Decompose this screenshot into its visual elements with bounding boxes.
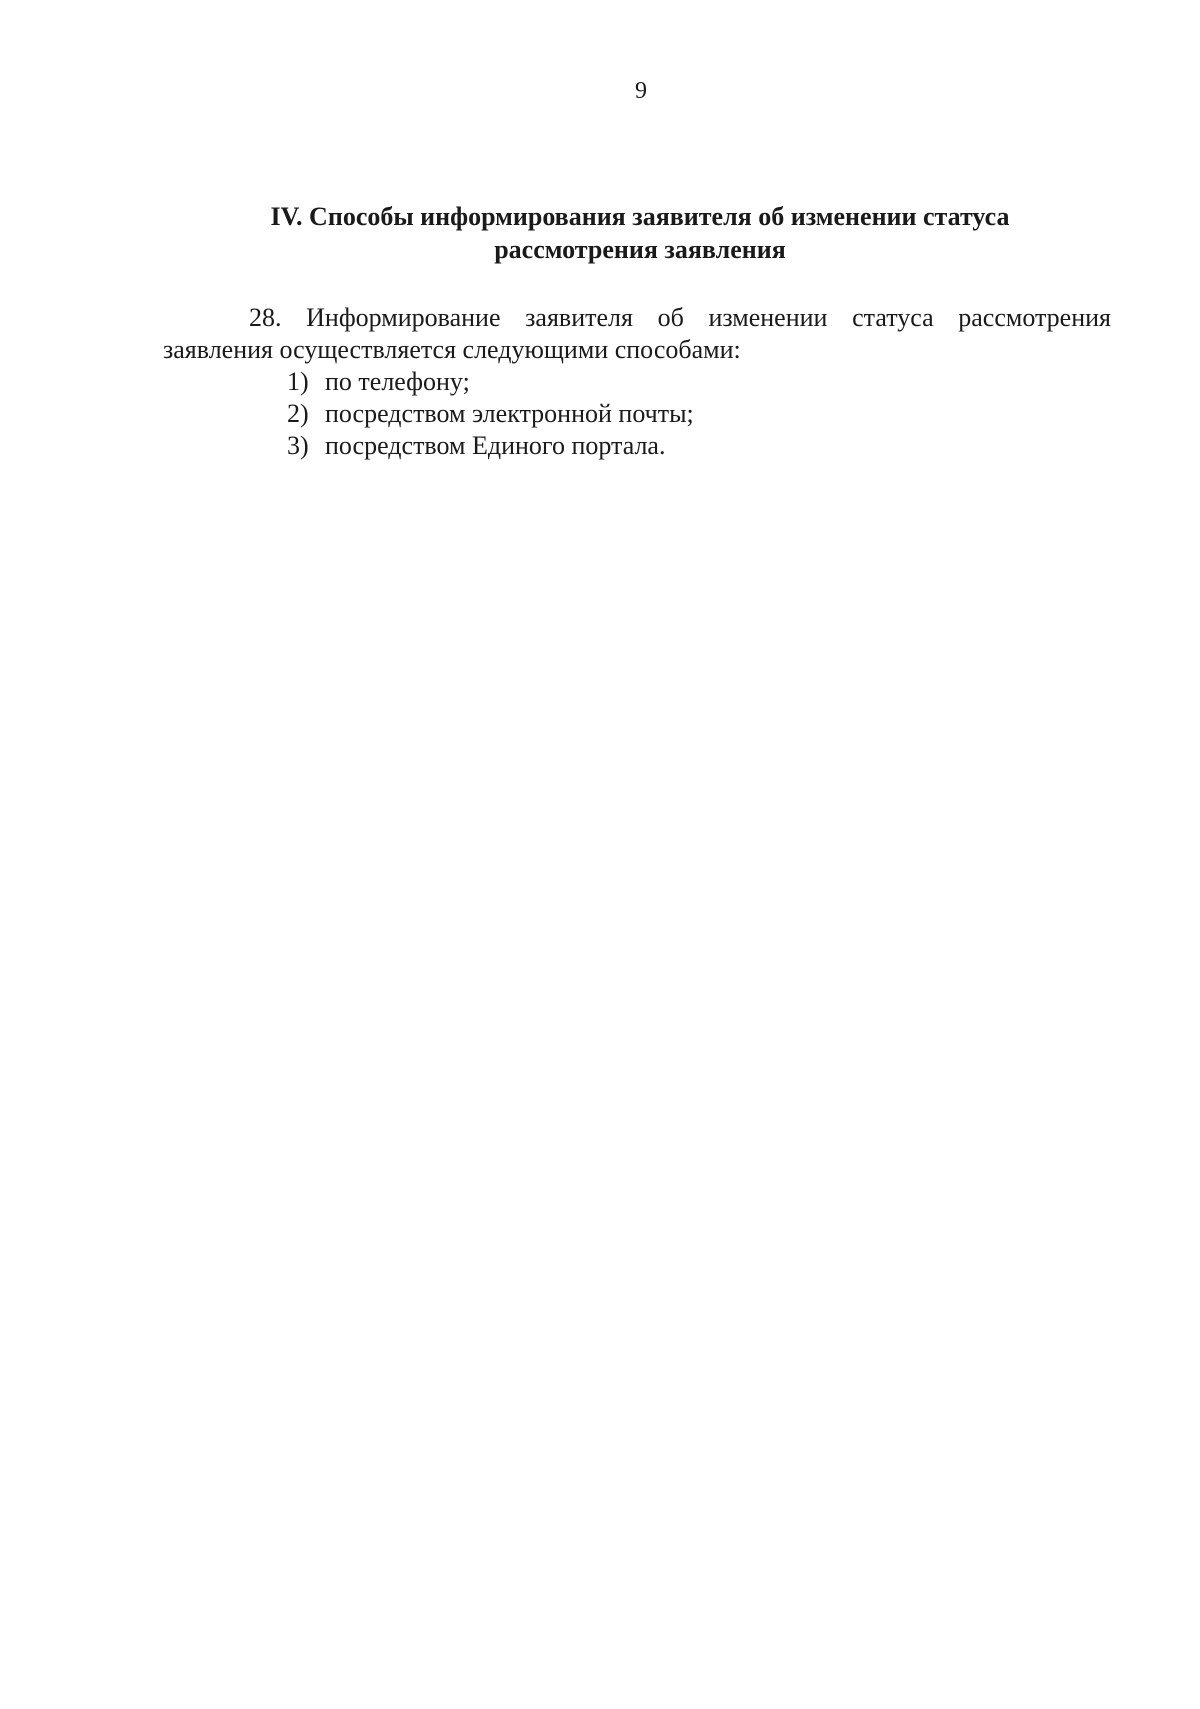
section-heading-line-1: IV. Способы информирования заявителя об изменении статуса	[270, 202, 1010, 231]
list-item-marker: 1)	[287, 367, 309, 396]
list-item-text: посредством Единого портала.	[325, 431, 666, 460]
list-item-marker: 3)	[287, 431, 309, 460]
list-item	[287, 430, 694, 462]
methods-list	[287, 366, 694, 462]
list-item-text: посредством электронной почты;	[325, 399, 694, 428]
section-heading-line-2: рассмотрения заявления	[494, 235, 786, 264]
paragraph-28-text: 28. Информирование заявителя об изменении статуса рассмотрения заявления осуществляется следующими способами:	[163, 303, 1111, 364]
list-item	[287, 398, 694, 430]
paragraph-28	[163, 302, 1111, 366]
list-item-text: по телефону;	[325, 367, 470, 396]
list-item-marker: 2)	[287, 399, 309, 428]
page-number: 9	[635, 78, 647, 104]
list-item	[287, 366, 694, 398]
section-heading	[160, 200, 1120, 266]
